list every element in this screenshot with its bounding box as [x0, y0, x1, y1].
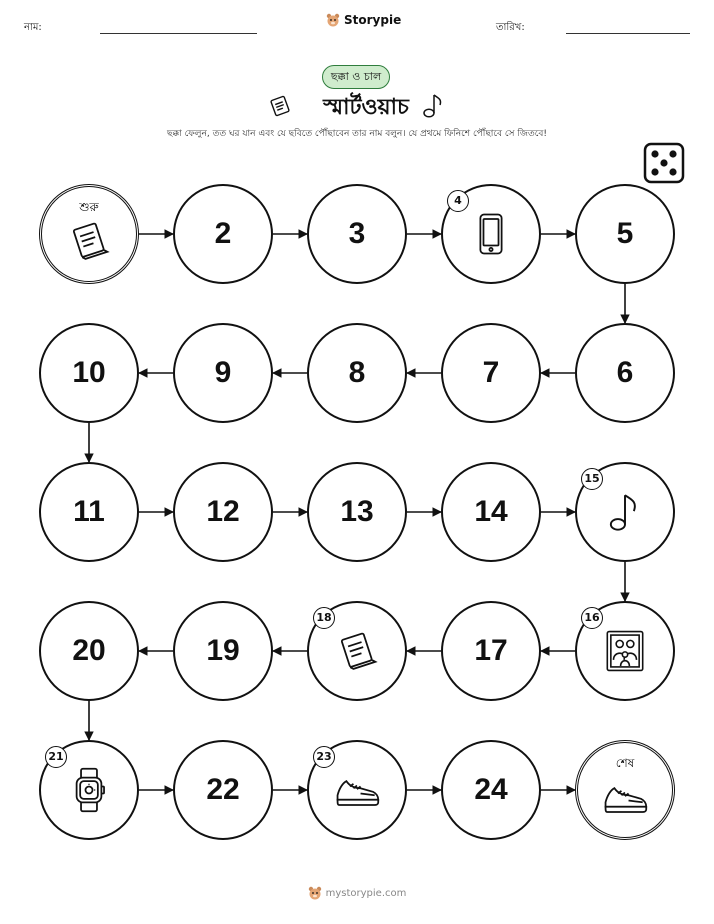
finish-cell[interactable] [575, 740, 675, 840]
cell-number: 12 [206, 495, 240, 528]
board-cell-19[interactable] [173, 601, 273, 701]
board-cell-6[interactable] [575, 323, 675, 423]
board-cell-16[interactable] [575, 601, 675, 701]
board-cell-8[interactable] [307, 323, 407, 423]
page-title: স্মার্টওয়াচ [323, 95, 409, 120]
bear-logo-icon [308, 886, 322, 900]
cell-number-badge: 18 [313, 607, 335, 629]
instructions-text: ছক্কা ফেলুন, তত ঘর যান এবং যে ছবিতে পৌঁছাবেন তার নাম বলুন। যে প্রথমে ফিনিশে পৌঁছাবে সে জিতবে! [167, 129, 547, 139]
music-note-icon [602, 489, 648, 535]
cell-number: 24 [474, 773, 508, 806]
cell-number: 9 [214, 356, 232, 389]
board-cell-17[interactable] [441, 601, 541, 701]
board-cell-4[interactable] [441, 184, 541, 284]
family-photo-icon [602, 628, 648, 674]
board-cell-15[interactable] [575, 462, 675, 562]
board-cell-14[interactable] [441, 462, 541, 562]
cell-number: 3 [348, 217, 366, 250]
cell-number: 20 [72, 634, 106, 667]
cell-number: 5 [616, 217, 634, 250]
finish-label: শেষ [615, 756, 635, 770]
cell-number: 8 [348, 356, 366, 389]
cell-number: 22 [206, 773, 240, 806]
start-label: শুরু [79, 200, 99, 214]
board-cell-22[interactable] [173, 740, 273, 840]
phone-icon [468, 211, 514, 257]
footer-url[interactable]: mystorypie.com [325, 887, 407, 899]
cell-number: 2 [214, 217, 232, 250]
brand-name: Storypie [344, 13, 402, 27]
board-cell-2[interactable] [173, 184, 273, 284]
board-cell-7[interactable] [441, 323, 541, 423]
cell-number-badge: 21 [45, 746, 67, 768]
board-cell-18[interactable] [307, 601, 407, 701]
smartwatch-icon [66, 767, 112, 813]
sneaker-icon [602, 774, 648, 820]
name-label: নাম: [24, 22, 42, 33]
start-cell[interactable] [39, 184, 139, 284]
board-cell-21[interactable] [39, 740, 139, 840]
cell-number: 13 [340, 495, 374, 528]
cell-number: 6 [616, 356, 634, 389]
board-cell-10[interactable] [39, 323, 139, 423]
footer [0, 886, 714, 900]
board-cell-13[interactable] [307, 462, 407, 562]
board-cell-20[interactable] [39, 601, 139, 701]
cell-number-badge: 16 [581, 607, 603, 629]
cell-number: 19 [206, 634, 240, 667]
date-label: তারিখ: [496, 22, 525, 33]
cell-number: 10 [72, 356, 106, 389]
board-cell-12[interactable] [173, 462, 273, 562]
cell-number-badge: 15 [581, 468, 603, 490]
book-icon [66, 218, 112, 264]
board-cell-5[interactable] [575, 184, 675, 284]
cell-number-badge: 23 [313, 746, 335, 768]
board-cell-24[interactable] [441, 740, 541, 840]
cell-number: 14 [474, 495, 508, 528]
board-cell-23[interactable] [307, 740, 407, 840]
book-icon [334, 628, 380, 674]
cell-number-badge: 4 [447, 190, 469, 212]
board-cell-9[interactable] [173, 323, 273, 423]
cell-number: 11 [73, 495, 105, 528]
cell-number: 7 [482, 356, 500, 389]
cell-number: 17 [474, 634, 508, 667]
game-type-badge: ছক্কা ও চাল [322, 65, 390, 89]
board-cell-3[interactable] [307, 184, 407, 284]
board-cell-11[interactable] [39, 462, 139, 562]
sneaker-icon [334, 767, 380, 813]
